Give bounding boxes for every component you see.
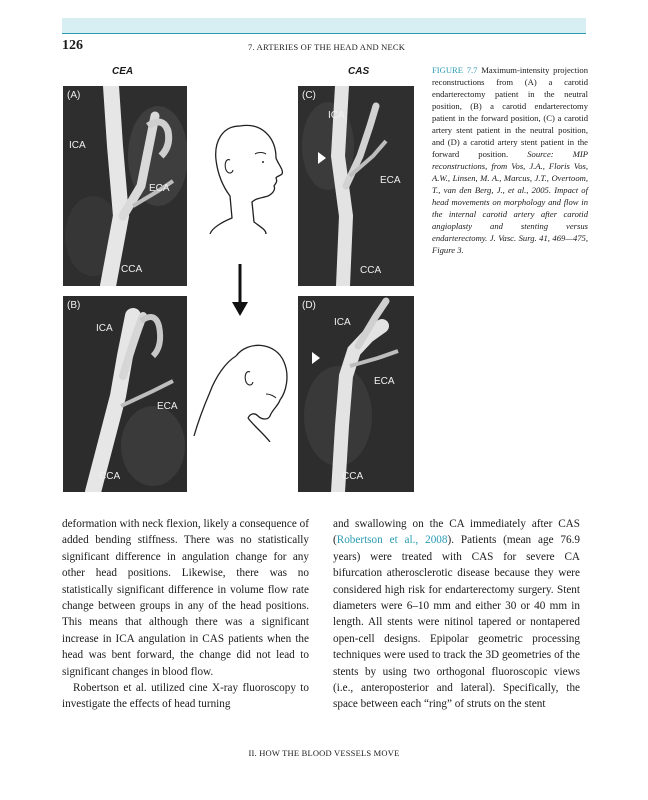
figure-caption-text: Maximum-intensity projection reconstructions from (A) a carotid endarterectomy patient in the neutral position, (B) a carotid endarterectomy patient in the forward position, (C) a carotid artery stent patient in the neutral position, and (D) a carotid artery stent patient in the forward position. <box>432 65 588 159</box>
panel-a-tag: (A) <box>67 90 81 101</box>
figure-caption <box>432 64 588 256</box>
panel-a-image <box>63 86 187 286</box>
body-right-column <box>333 516 580 713</box>
left-column-paragraph-1: deformation with neck flexion, likely a consequence of added bending stiffness. There was no statistically significant difference in angulation change for any other head positions. Likewise, there was no statistically significant difference in volume flow rate change between groups in any of the head positions. This means that although there was a significant increase in ICA angulation in CAS patients when the head was bent forward, the change did not lead to significant changes in blood flow. <box>62 518 309 678</box>
panel-c-label-cca: CCA <box>360 265 382 276</box>
panel-b-label-eca: ECA <box>157 401 178 412</box>
panel-c-label-eca: ECA <box>380 175 401 186</box>
right-column-text-after-citation: ). Patients (mean age 76.9 years) were treated with CAS for severe CA bifurcation atherosclerotic disease because they were considered high risk for endarterectomy surgery. Stent diameters were 6–10 mm and either 30 or 40 mm in length. All stents were nitinol tapered or nontapered open-cell designs. Epipolar geometric processing techniques were used to track the 3D geometries of the stents by using two orthogonal fluoroscopic views (i.e., anteroposterior and lateral). Specifically, the space between each “ring” of struts on the stent <box>333 534 580 711</box>
head-neutral-illustration <box>200 118 290 234</box>
body-left-column <box>62 516 309 713</box>
panel-d-label-ica: ICA <box>334 317 351 328</box>
panel-a-label-ica: ICA <box>69 140 86 151</box>
panel-d-tag: (D) <box>302 300 316 311</box>
down-arrow-icon <box>228 264 252 318</box>
panel-d-label-cca: CCA <box>342 471 364 482</box>
right-column-paragraph-1 <box>333 516 580 713</box>
header-band <box>62 18 586 33</box>
left-column-paragraph-2: Robertson et al. utilized cine X-ray fluoroscopy to investigate the effects of head turning <box>62 682 309 711</box>
page-number: 126 <box>62 38 83 53</box>
panel-d-image <box>298 296 414 492</box>
panel-b-tag: (B) <box>67 300 81 311</box>
panel-a-label-cca: CCA <box>121 264 143 275</box>
header-rule <box>62 33 586 34</box>
panel-b-label-cca: CCA <box>99 471 121 482</box>
figure-caption-label: FIGURE 7.7 <box>432 65 478 75</box>
head-flexed-illustration <box>192 336 294 442</box>
panel-c-tag: (C) <box>302 90 316 101</box>
figure-panel-c <box>298 86 414 286</box>
panel-a-label-eca: ECA <box>149 183 170 194</box>
figure-panel-d <box>298 296 414 492</box>
right-column-text-before-citation: and swallowing on the CA immediately after CAS ( <box>333 518 580 547</box>
panel-c-label-ica: ICA <box>328 110 345 121</box>
figure-column-label-cea: CEA <box>112 66 134 77</box>
running-title: 7. ARTERIES OF THE HEAD AND NECK <box>248 42 406 52</box>
figure-caption-source: Source: MIP reconstructions, from Vos, J.A., Floris Vos, A.W., Linsen, M. A., Marcus, J.T., Overtoom, T., van den Berg, J., et al., 2005. Impact of head movements on morphology and flow in the internal carotid artery after carotid angioplasty and stenting versus endarterectomy. J. Vasc. Surg. 41, 469—475, Figure 3. <box>432 149 588 255</box>
figure-column-label-cas: CAS <box>348 66 370 77</box>
panel-d-label-eca: ECA <box>374 376 395 387</box>
panel-c-image <box>298 86 414 286</box>
page-footer: II. HOW THE BLOOD VESSELS MOVE <box>248 748 400 758</box>
figure-panel-a <box>63 86 187 286</box>
panel-b-image <box>63 296 187 492</box>
panel-b-label-ica: ICA <box>96 323 113 334</box>
figure-panel-b <box>63 296 187 492</box>
citation-link[interactable]: Robertson et al., 2008 <box>336 534 448 547</box>
